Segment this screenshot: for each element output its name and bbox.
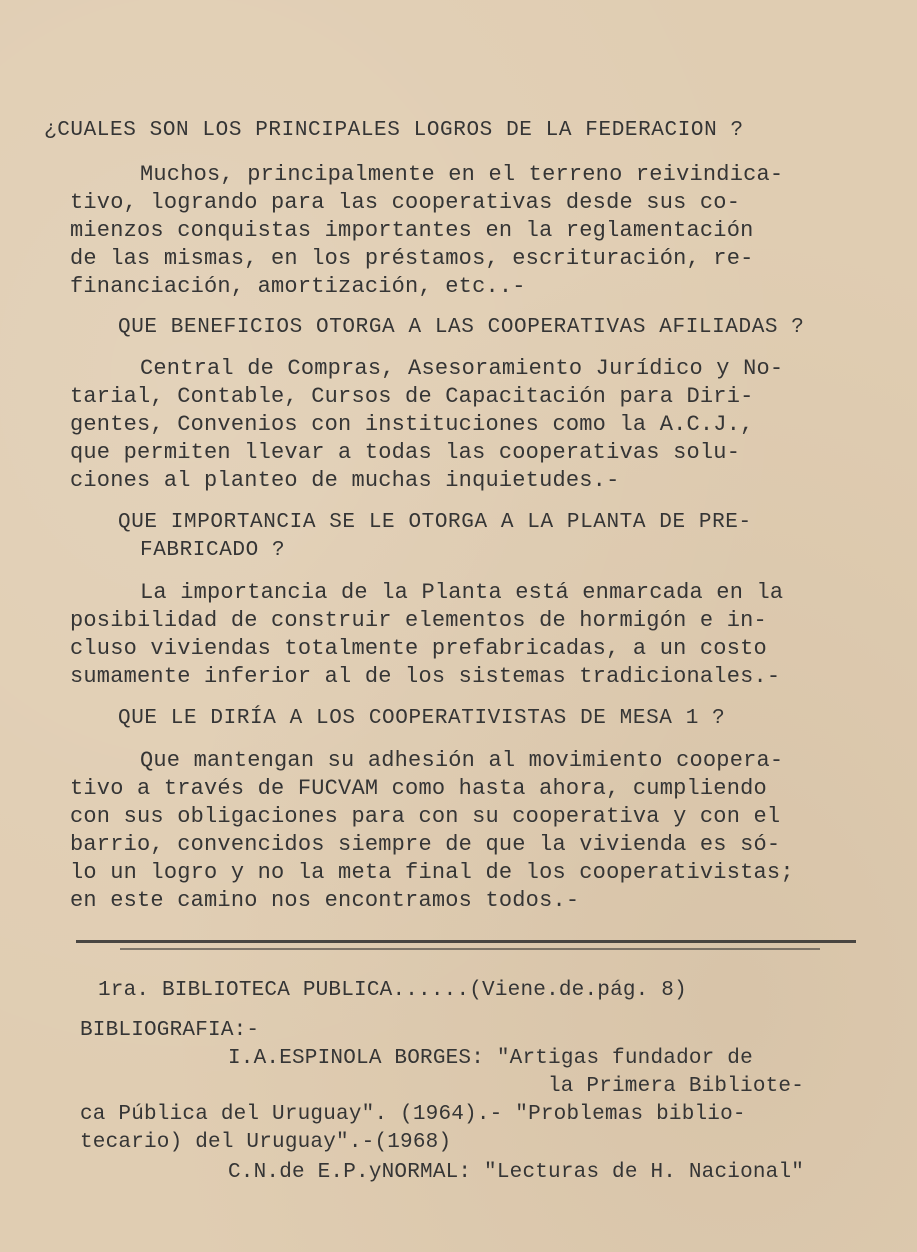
bibliography-entry-4: tecario) del Uruguay".-(1968): [80, 1131, 452, 1154]
answer-3-line-2: posibilidad de construir elementos de hormigón e in-: [70, 608, 767, 633]
answer-4-line-2: tivo a través de FUCVAM como hasta ahora, cumpliendo: [70, 776, 767, 801]
answer-2-line-3: gentes, Convenios con instituciones como la A.C.J.,: [70, 412, 754, 437]
answer-1-line-5: financiación, amortización, etc..-: [70, 274, 526, 299]
divider-rule-secondary: [120, 948, 820, 950]
question-1: ¿CUALES SON LOS PRINCIPALES LOGROS DE LA FEDERACION ?: [44, 119, 744, 142]
answer-2-line-4: que permiten llevar a todas las cooperativas solu-: [70, 440, 741, 465]
answer-4-line-4: barrio, convencidos siempre de que la vivienda es só-: [70, 832, 781, 857]
bibliography-entry-5: C.N.de E.P.yNORMAL: "Lecturas de H. Nacional": [228, 1161, 805, 1184]
bibliography-entry-3: ca Pública del Uruguay". (1964).- "Problemas biblio-: [80, 1103, 746, 1126]
answer-1-line-3: mienzos conquistas importantes en la reglamentación: [70, 218, 754, 243]
answer-4-line-3: con sus obligaciones para con su cooperativa y con el: [70, 804, 781, 829]
question-2: QUE BENEFICIOS OTORGA A LAS COOPERATIVAS AFILIADAS ?: [118, 316, 805, 339]
answer-4-line-5: lo un logro y no la meta final de los cooperativistas;: [70, 860, 794, 885]
bibliography-label: BIBLIOGRAFIA:-: [80, 1019, 260, 1042]
question-3-line-1: QUE IMPORTANCIA SE LE OTORGA A LA PLANTA DE PRE-: [118, 511, 752, 534]
question-3-line-2: FABRICADO ?: [140, 539, 286, 562]
library-title: 1ra. BIBLIOTECA PUBLICA......(Viene.de.pág. 8): [98, 979, 687, 1002]
answer-3-line-3: cluso viviendas totalmente prefabricadas, a un costo: [70, 636, 767, 661]
answer-4-line-6: en este camino nos encontramos todos.-: [70, 888, 580, 913]
answer-1-line-4: de las mismas, en los préstamos, escrituración, re-: [70, 246, 754, 271]
answer-3-line-4: sumamente inferior al de los sistemas tradicionales.-: [70, 664, 781, 689]
answer-3-line-1: La importancia de la Planta está enmarcada en la: [140, 580, 784, 605]
bibliography-entry-1: I.A.ESPINOLA BORGES: "Artigas fundador de: [228, 1047, 753, 1070]
divider-rule: [76, 940, 856, 943]
answer-2-line-1: Central de Compras, Asesoramiento Jurídico y No-: [140, 356, 784, 381]
answer-4-line-1: Que mantengan su adhesión al movimiento coopera-: [140, 748, 784, 773]
answer-2-line-5: ciones al planteo de muchas inquietudes.-: [70, 468, 620, 493]
answer-2-line-2: tarial, Contable, Cursos de Capacitación para Diri-: [70, 384, 754, 409]
question-4: QUE LE DIRÍA A LOS COOPERATIVISTAS DE MESA 1 ?: [118, 707, 726, 730]
answer-1-line-1: Muchos, principalmente en el terreno reivindica-: [140, 162, 784, 187]
answer-1-line-2: tivo, logrando para las cooperativas desde sus co-: [70, 190, 741, 215]
bibliography-entry-2: la Primera Bibliote-: [548, 1075, 805, 1098]
